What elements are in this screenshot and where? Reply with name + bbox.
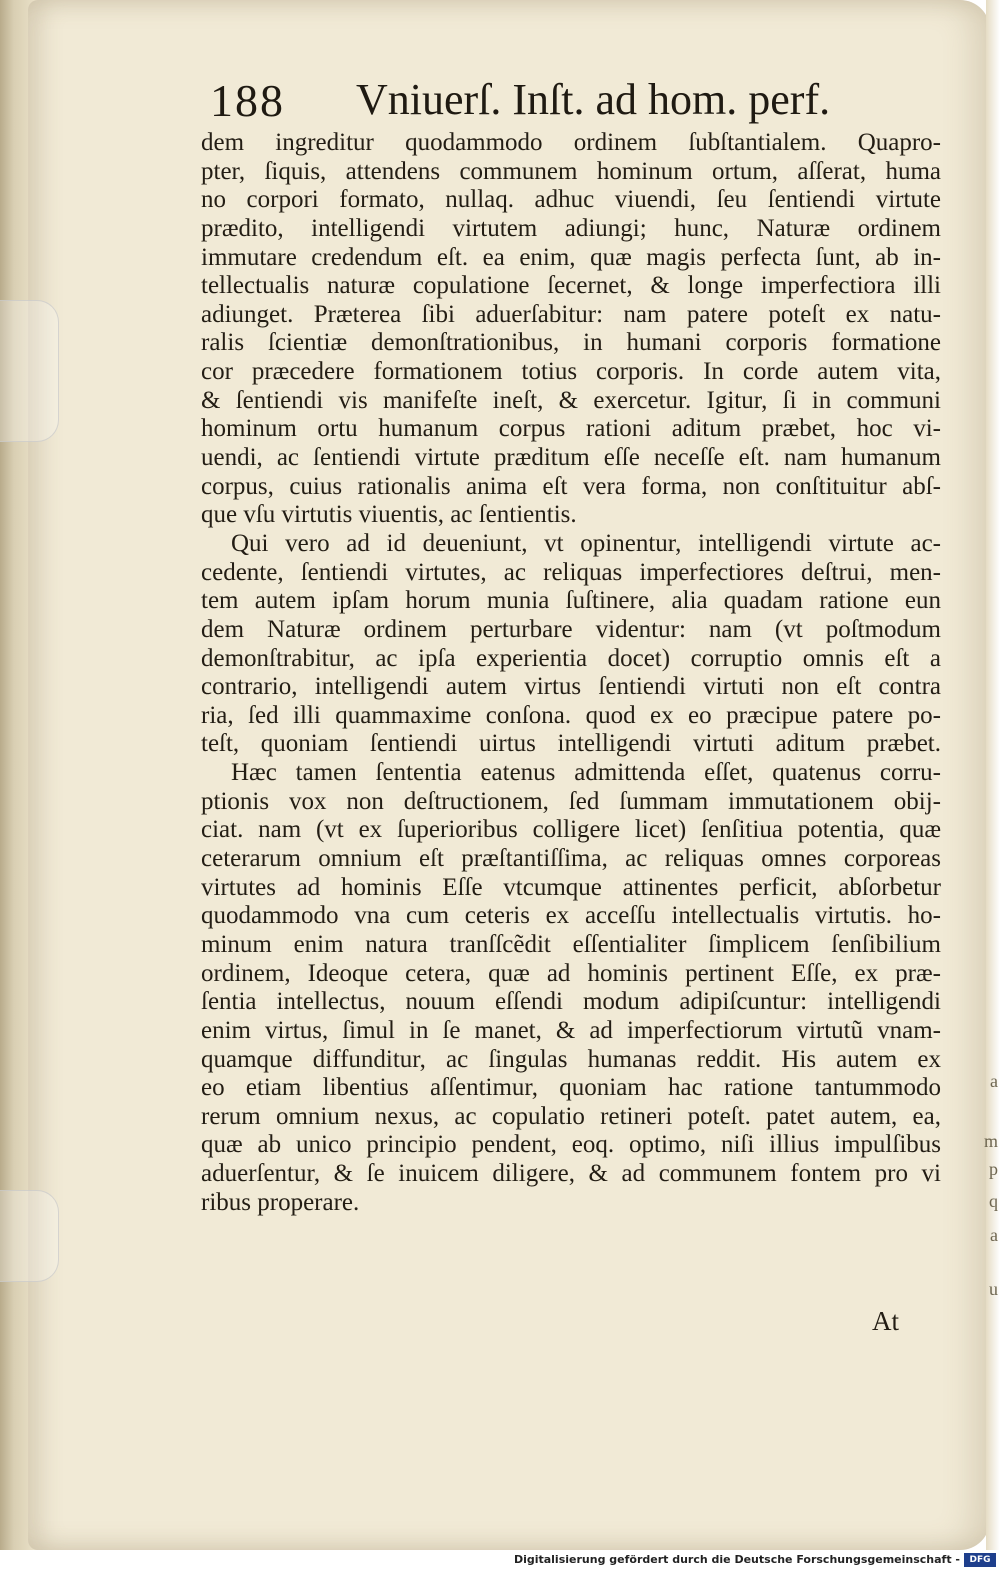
- text-line: ſentia intellectus, nouum eſſendi modum adipiſcuntur: intelligendi: [201, 988, 941, 1016]
- text-line: tem autem ipſam horum munia ſuſtinere, alia quadam ratione eun: [201, 587, 941, 615]
- margin-fragment: m: [983, 1131, 998, 1151]
- text-line: no corpori formato, nullaq. adhuc viuendi, ſeu ſentiendi virtute: [201, 186, 941, 214]
- text-line: ciat. nam (vt ex ſuperioribus colligere licet) ſenſitiua potentia, quæ: [201, 816, 941, 844]
- right-margin: [983, 0, 1000, 1550]
- clip-tab-lower: [0, 1190, 59, 1282]
- digitization-footer: [0, 1550, 1000, 1571]
- text-line: minum enim natura tranſſcẽdit eſſentialiter ſimplicem ſenſibilium: [201, 930, 941, 958]
- page-header: [210, 74, 870, 134]
- text-line: pter, ſiquis, attendens communem hominum ortum, aſſerat, huma: [201, 157, 941, 185]
- text-line: corpus, cuius rationalis anima eſt vera forma, non conſtituitur abſ-: [201, 472, 941, 500]
- paragraph-start-line: Qui vero ad id deueniunt, vt opinentur, intelligendi virtute ac-: [231, 529, 941, 557]
- text-line: quæ ab unico principio pendent, eoq. optimo, niſi illius impulſibus: [201, 1131, 941, 1159]
- text-line: hominum ortu humanum corpus rationi aditum præbet, hoc vi-: [201, 415, 941, 443]
- clip-tab-upper: [0, 300, 59, 442]
- text-line: quamque diffunditur, ac ſingulas humanas reddit. His autem ex: [201, 1045, 941, 1073]
- text-line: ordinem, Ideoque cetera, quæ ad hominis pertinent Eſſe, ex præ-: [201, 959, 941, 987]
- text-line: que vſu virtutis viuentis, ac ſentientis.: [201, 501, 577, 529]
- text-line: dem ingreditur quodammodo ordinem ſubſtantialem. Quapro-: [201, 129, 941, 156]
- text-line: aduerſentur, & ſe inuicem diligere, & ad communem fontem pro vi: [201, 1160, 941, 1188]
- text-line: immutare credendum eſt. ea enim, quæ magis perfecta ſunt, ab in-: [201, 243, 941, 271]
- margin-fragment: a: [990, 1225, 998, 1245]
- text-line: uendi, ac ſentiendi virtute præditum eſſe neceſſe eſt. nam humanum: [201, 444, 941, 472]
- margin-fragment: u: [989, 1279, 998, 1299]
- paragraph-start-line: Hæc tamen ſententia eatenus admittenda eſſet, quatenus corru-: [231, 759, 941, 787]
- text-line: & ſentiendi vis manifeſte ineſt, & exercetur. Igitur, ſi in communi: [201, 386, 941, 414]
- dfg-logo: DFG: [964, 1553, 996, 1567]
- funding-credit: Digitalisierung gefördert durch die Deutsche Forschungsgemeinschaft -: [513, 1553, 960, 1566]
- catchword: At: [872, 1306, 899, 1336]
- page-number: 188: [210, 75, 285, 126]
- text-line: adiunget. Præterea ſibi aduerſabitur: nam patere poteſt ex natu-: [201, 300, 941, 328]
- text-line: teſt, quoniam ſentiendi uirtus intelligendi virtuti aditum præbet.: [201, 730, 941, 758]
- margin-fragment: a: [990, 1071, 998, 1091]
- text-line: demonſtrabitur, ac ipſa experientia docet) corruptio omnis eſt a: [201, 644, 941, 672]
- text-line: quodammodo vna cum ceteris ex acceſſu intellectualis virtutis. ho-: [201, 902, 941, 930]
- text-line: prædito, intelligendi virtutem adiungi; hunc, Naturæ ordinem: [201, 214, 941, 242]
- text-line: eo etiam libentius aſſentimur, quoniam hac ratione tantummodo: [201, 1074, 941, 1102]
- text-line: ceterarum omnium eſt præſtantiſſima, ac reliquas omnes corporeas: [201, 845, 941, 873]
- text-line: ria, ſed illi quammaxime conſona. quod ex eo præcipue patere po-: [201, 701, 941, 729]
- body-text: [201, 129, 941, 1217]
- text-line: cedente, ſentiendi virtutes, ac reliquas imperfectiores deſtrui, men-: [201, 558, 941, 586]
- text-line: cor præcedere formationem totius corporis. In corde autem vita,: [201, 358, 941, 386]
- text-line: tellectualis naturæ copulatione ſecernet, & longe imperfectiora illi: [201, 272, 941, 300]
- text-line: virtutes ad hominis Eſſe vtcumque attinentes perficit, abſorbetur: [201, 873, 941, 901]
- text-line: enim virtus, ſimul in ſe manet, & ad imperfectiorum virtutũ vnam-: [201, 1016, 941, 1044]
- running-title: Vniuerſ. Inſt. ad hom. perf.: [356, 75, 831, 124]
- text-line: ptionis vox non deſtructionem, ſed ſummam immutationem obij-: [201, 787, 941, 815]
- margin-fragment: p: [989, 1159, 998, 1179]
- margin-fragment: q: [989, 1191, 998, 1211]
- text-line: dem Naturæ ordinem perturbare videntur: nam (vt poſtmodum: [201, 615, 941, 643]
- text-line: rerum omnium nexus, ac copulatio retineri poteſt. patet autem, ea,: [201, 1102, 941, 1130]
- text-line: contrario, intelligendi autem virtus ſentiendi virtuti non eſt contra: [201, 673, 941, 701]
- text-line: ralis ſcientiæ demonſtrationibus, in humani corporis formatione: [201, 329, 941, 357]
- text-line: ribus properare.: [201, 1188, 360, 1216]
